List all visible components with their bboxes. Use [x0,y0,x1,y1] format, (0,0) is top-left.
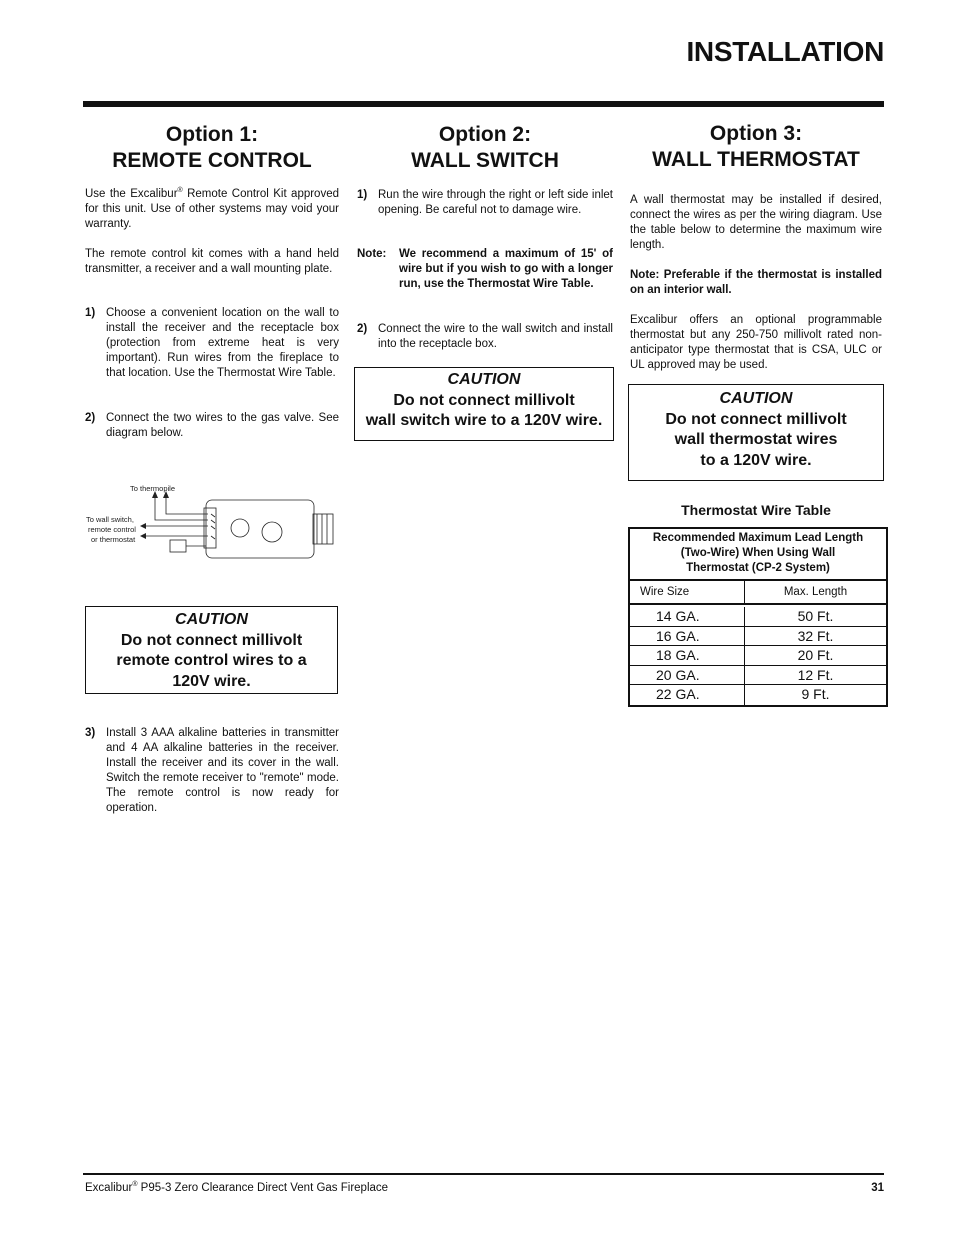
table-row [630,626,886,646]
page-number: 31 [871,1182,884,1194]
registered-mark: ® [132,1181,138,1189]
step-text: Connect the wire to the wall switch and install into the receptacle box. [378,323,613,350]
intro-part2: Remote Control Kit approved for this unit. Use of other systems may void your warranty. [85,188,339,230]
option3-heading-line1: Option 3: [709,122,803,145]
caution-line: to a 120V wire. [700,451,812,469]
footer-text: P95-3 Zero Clearance Direct Vent Gas Fireplace [137,1182,389,1194]
valve-pilot-knob [231,519,249,537]
caution-title: CAUTION [447,371,521,388]
option2-note [357,247,613,292]
caution-line: remote control wires to a [116,652,307,669]
option1-intro-text [85,187,339,232]
wire-size-cell: 22 GA. [630,685,745,705]
registered-mark: ® [177,187,183,195]
header-line: Thermostat (CP-2 System) [686,562,830,574]
note-text: We recommend a maximum of 15' of wire but if you wish to go with a longer run, use the Thermostat Wire Table. [399,248,613,290]
step-number: 3) [85,727,96,739]
table-row [630,645,886,665]
option2-heading-line2: WALL SWITCH [411,149,559,172]
option2-heading-line1: Option 2: [438,123,532,146]
option1-para2-text: The remote control kit comes with a hand held transmitter, a receiver and a wall mounting plate. [85,248,339,275]
header-line: (Two-Wire) When Using Wall [680,547,836,559]
thermostat-wire-table [628,527,888,707]
option3-heading [630,121,882,173]
max-length-cell: 20 Ft. [797,647,834,663]
max-length-cell: 50 Ft. [797,608,834,624]
step-text: Run the wire through the right or left side inlet opening. Be careful not to damage wire. [378,189,613,216]
option1-para2 [85,247,339,277]
caution-title: CAUTION [175,611,248,628]
option1-heading-line1: Option 1: [165,123,259,146]
caution-line: Do not connect millivolt [393,391,575,409]
option3-para3 [630,313,882,373]
table-row [630,684,886,705]
arrow-left-icon [140,523,146,529]
option1-heading [85,122,339,174]
option3-heading-line2: WALL THERMOSTAT [652,148,860,171]
caution-line: 120V wire. [172,672,251,690]
gas-valve-wiring-diagram [84,480,344,565]
step-text: Choose a convenient location on the wall to install the receiver and the receptacle box (protection from extreme heat is very important). Run wires from the fireplace to that location. Use the Thermostat Wire Table. [106,307,339,379]
option3-para3-text: Excalibur offers an optional programmable thermostat but any 250-750 millivolt rated non-anticipator type thermostat that is CSA, ULC or UL approved may be used. [630,314,882,371]
caution-box-remote [85,606,338,694]
label-thermopile: To thermopile [130,484,176,493]
footer-brand: Excalibur [85,1182,133,1194]
option2-step2 [357,322,613,352]
table-row [630,665,886,685]
wire-table-header [630,529,886,581]
wire-table-title: Thermostat Wire Table [681,502,831,518]
option3-para1-text: A wall thermostat may be installed if desired, connect the wires as per the wiring diagram. Use the table below to determine the maximum wire length. [630,194,882,251]
option1-step1 [85,306,339,381]
step-number: 1) [85,307,96,319]
option3-note-text: Note: Preferable if the thermostat is installed on an interior wall. [630,269,882,296]
wire-size-cell: 16 GA. [630,627,745,646]
option3-para1 [630,193,882,253]
valve-outlet [313,514,333,544]
max-length-cell: 32 Ft. [797,627,834,644]
bottom-rule [83,1173,884,1175]
valve-body [206,500,314,558]
wire-table-column-headers [630,581,886,605]
wire-size-cell: 20 GA. [630,666,745,685]
caution-box-thermostat [628,384,884,481]
option3-note [630,268,882,298]
page-title: INSTALLATION [686,36,884,67]
wire-size-cell: 14 GA. [630,607,745,626]
option1-step2 [85,411,339,441]
option2-step1 [357,188,613,218]
label-switch-line2: remote control [88,525,136,534]
label-switch-line1: To wall switch, [86,515,134,524]
caution-box-wall-switch [354,367,614,441]
col-header-max-length: Max. Length [783,586,848,598]
col-header-wire-size: Wire Size [630,581,745,603]
table-row [630,607,886,626]
step-number: 2) [357,323,368,335]
caution-line: wall switch wire to a 120V wire. [365,412,603,429]
top-rule [83,101,884,107]
step-number: 1) [357,189,368,201]
option1-heading-line2: REMOTE CONTROL [112,149,312,172]
option2-heading [357,122,613,174]
valve-inlet [170,540,186,552]
step-text: Install 3 AAA alkaline batteries in transmitter and 4 AA alkaline batteries in the receiver. Install the receiver and its cover in the wall. Switch the remote receiver to "remote" mode. The remote control is now ready for operation. [106,727,339,814]
option1-intro [85,187,339,232]
caution-line: Do not connect millivolt [120,631,303,649]
caution-line: Do not connect millivolt [665,410,847,428]
option1-step3 [85,726,339,816]
step-text: Connect the two wires to the gas valve. See diagram below. [106,412,339,439]
note-label: Note: [357,248,387,260]
caution-title: CAUTION [719,390,793,407]
header-line: Recommended Maximum Lead Length [652,532,864,544]
valve-control-knob [262,522,282,542]
footer-product-name [85,1182,388,1194]
intro-part1: Use the Excalibur [85,188,178,200]
wire-size-cell: 18 GA. [630,646,745,665]
arrow-left-icon [140,533,146,539]
step-number: 2) [85,412,96,424]
max-length-cell: 12 Ft. [797,666,834,683]
max-length-cell: 9 Ft. [801,686,830,702]
caution-line: wall thermostat wires [674,431,838,448]
label-switch-line3: or thermostat [91,535,136,544]
